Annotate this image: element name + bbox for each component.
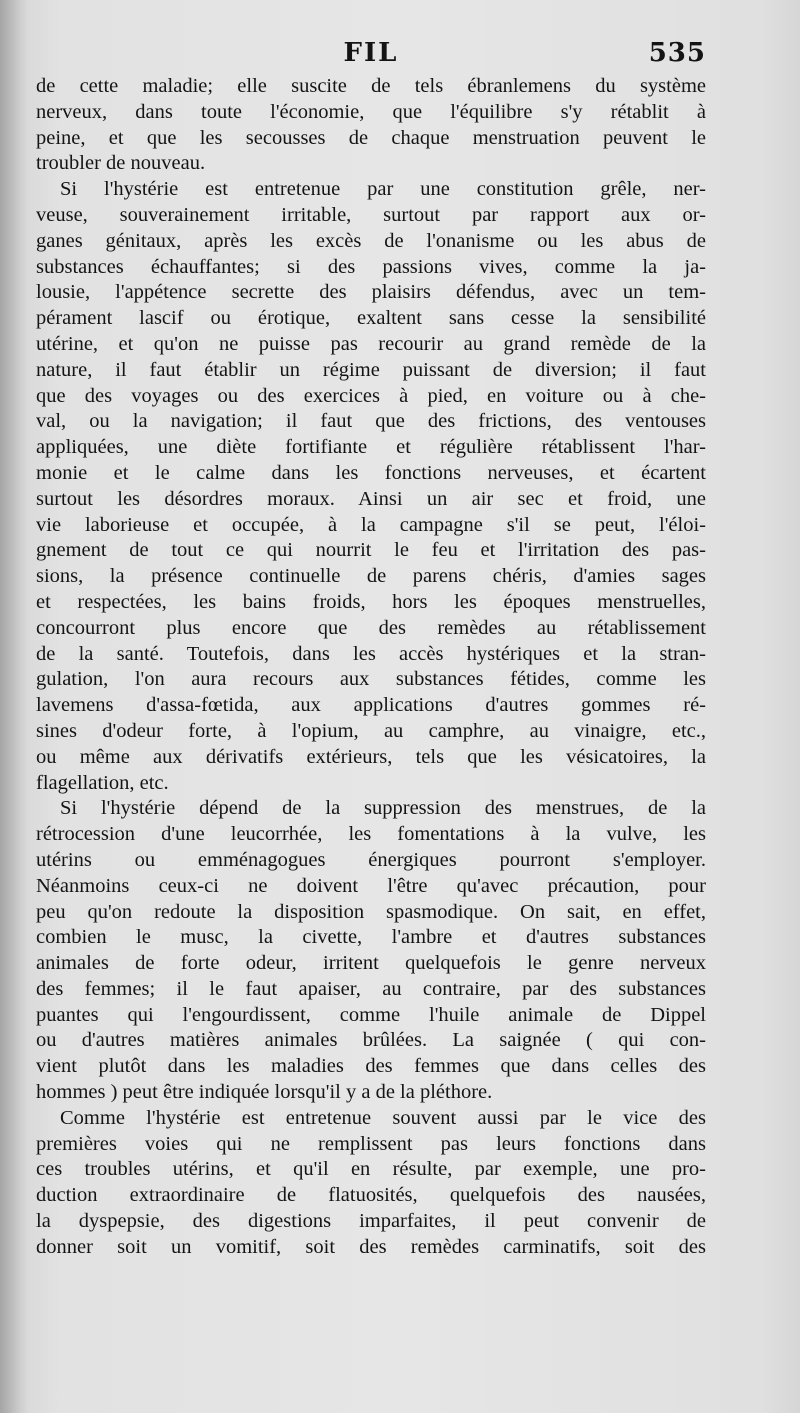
text-line: sines d'odeur forte, à l'opium, au camphre, au vinaigre, etc., — [36, 719, 706, 742]
text-line: gulation, l'on aura recours aux substances fétides, comme les — [36, 668, 706, 691]
text-line: Si l'hystérie est entretenue par une constitution grêle, ner- — [60, 178, 706, 201]
text-line: et respectées, les bains froids, hors les époques menstruelles, — [36, 590, 706, 613]
text-line: vient plutôt dans les maladies des femmes que dans celles des — [36, 1055, 706, 1078]
text-line: des femmes; il le faut apaiser, au contraire, par des substances — [36, 977, 706, 1000]
running-head: FIL — [343, 38, 399, 68]
text-line: ganes génitaux, après les excès de l'onanisme ou les abus de — [36, 229, 706, 252]
text-line: utérins ou emménagogues énergiques pourront s'employer. — [36, 848, 706, 871]
text-line: lavemens d'assa-fœtida, aux applications d'autres gommes ré- — [36, 694, 706, 717]
text-line: ou d'autres matières animales brûlées. La saignée ( qui con- — [36, 1029, 706, 1052]
text-line: que des voyages ou des exercices à pied, en voiture ou à che- — [36, 384, 706, 407]
text-line: la dyspepsie, des digestions imparfaites, il peut convenir de — [36, 1210, 706, 1233]
text-line: veuse, souverainement irritable, surtout par rapport aux or- — [36, 203, 706, 226]
text-line: surtout les désordres moraux. Ainsi un air sec et froid, une — [36, 487, 706, 510]
text-line: troubler de nouveau. — [36, 152, 206, 175]
text-line: monie et le calme dans les fonctions nerveuses, et écartent — [36, 461, 706, 484]
text-line: appliquées, une diète fortifiante et régulière rétablissent l'har- — [36, 436, 706, 459]
text-line: de cette maladie; elle suscite de tels ébranlemens du système — [36, 75, 706, 97]
text-line: peine, et que les secousses de chaque menstruation peuvent le — [36, 126, 706, 149]
text-line: gnement de tout ce qui nourrit le feu et l'irritation des pas- — [36, 539, 706, 562]
text-line: peu qu'on redoute la disposition spasmodique. On sait, en effet, — [36, 900, 706, 923]
text-line: puantes qui l'engourdissent, comme l'huile animale de Dippel — [36, 1003, 706, 1026]
text-line: pérament lascif ou érotique, exaltent sans cesse la sensibilité — [36, 307, 706, 330]
text-line: nature, il faut établir un régime puissant de diversion; il faut — [36, 358, 706, 381]
text-line: vie laborieuse et occupée, à la campagne s'il se peut, l'éloi- — [36, 513, 706, 536]
text-line: ou même aux dérivatifs extérieurs, tels que les vésicatoires, la — [36, 745, 706, 768]
text-line: concourront plus encore que des remèdes au rétablissement — [36, 616, 706, 639]
text-line: Néanmoins ceux-ci ne doivent l'être qu'avec précaution, pour — [36, 874, 706, 897]
text-line: donner soit un vomitif, soit des remèdes carminatifs, soit des — [36, 1235, 706, 1258]
text-line: val, ou la navigation; il faut que des frictions, des ventouses — [36, 410, 706, 433]
binding-shadow — [0, 0, 28, 1413]
text-line: animales de forte odeur, irritent quelquefois le genre nerveux — [36, 952, 706, 975]
text-line: Si l'hystérie dépend de la suppression des menstrues, de la — [60, 797, 706, 820]
body-text — [36, 74, 706, 1261]
page-header — [36, 38, 706, 78]
text-line: utérine, et qu'on ne puisse pas recourir au grand remède de la — [36, 332, 706, 355]
text-line: premières voies qui ne remplissent pas leurs fonctions dans — [36, 1132, 706, 1155]
text-line: ces troubles utérins, et qu'il en résulte, par exemple, une pro- — [36, 1158, 706, 1181]
text-line: duction extraordinaire de flatuosités, quelquefois des nausées, — [36, 1184, 706, 1207]
text-line: substances échauffantes; si des passions vives, comme la ja- — [36, 255, 706, 278]
page-number: 535 — [648, 38, 706, 68]
text-line: combien le musc, la civette, l'ambre et d'autres substances — [36, 926, 706, 949]
text-line: Comme l'hystérie est entretenue souvent aussi par le vice des — [60, 1106, 706, 1129]
text-line: nerveux, dans toute l'économie, que l'équilibre s'y rétablit à — [36, 100, 706, 123]
text-line: de la santé. Toutefois, dans les accès hystériques et la stran- — [36, 642, 706, 665]
text-line: flagellation, etc. — [36, 771, 169, 794]
text-line: sions, la présence continuelle de parens chéris, d'amies sages — [36, 565, 706, 588]
text-line: hommes ) peut être indiquée lorsqu'il y a de la pléthore. — [36, 1081, 493, 1104]
text-line: rétrocession d'une leucorrhée, les fomentations à la vulve, les — [36, 823, 706, 846]
text-line: lousie, l'appétence secrette des plaisirs défendus, avec un tem- — [36, 281, 706, 304]
